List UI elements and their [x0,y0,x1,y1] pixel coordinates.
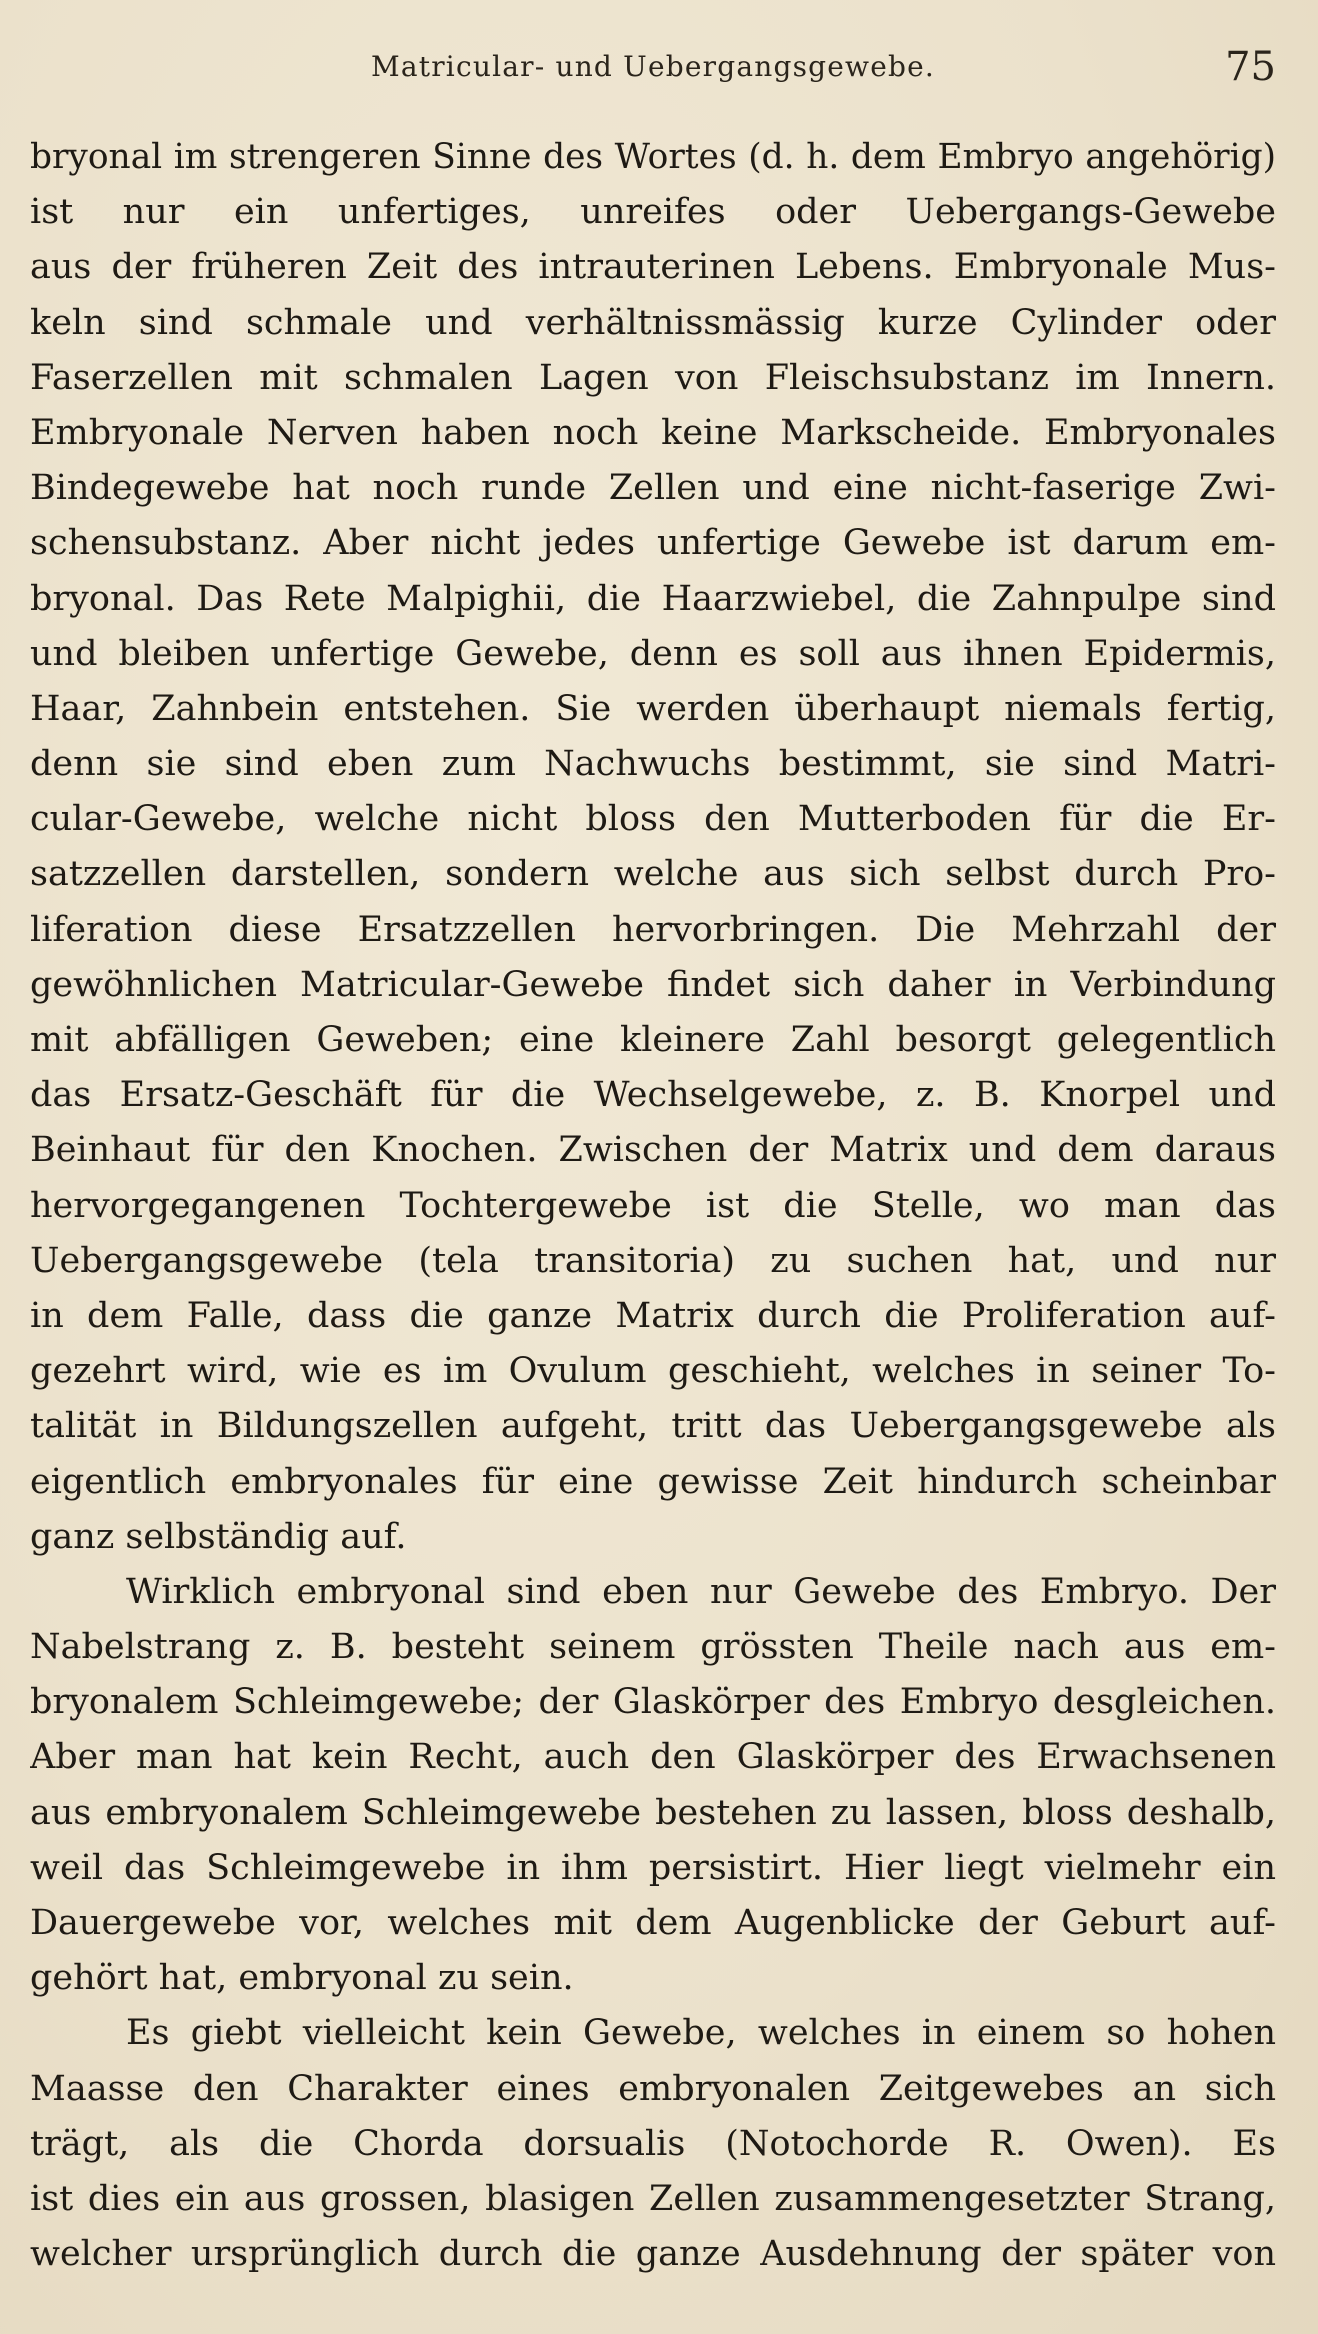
paragraph-start-line: Es giebt vielleicht kein Gewebe, welches in einem so hohen [126,2013,1276,2054]
text-line: Dauergewebe vor, welches mit dem Augenblicke der Geburt auf- [30,1903,1276,1943]
paragraph-end-line: gehört hat, embryonal zu sein. [30,1958,574,1999]
text-line: Nabelstrang z. B. besteht seinem grössten Theile nach aus em- [30,1627,1276,1668]
text-line: ist dies ein aus grossen, blasigen Zellen zusammengesetzter Strang, [30,2178,1276,2219]
text-line: in dem Falle, dass die ganze Matrix durch die Proliferation auf- [30,1295,1276,1336]
text-line: keln sind schmale und verhältnissmässig kurze Cylinder oder [30,302,1276,343]
text-line: cular-Gewebe, welche nicht bloss den Mutterboden für die Er- [30,799,1276,840]
text-line: bryonal. Das Rete Malpighii, die Haarzwiebel, die Zahnpulpe sind [30,578,1276,619]
text-line: und bleiben unfertige Gewebe, denn es soll aus ihnen Epidermis, [30,633,1276,674]
paragraph-end-line: ganz selbständig auf. [30,1516,407,1557]
text-line: Maasse den Charakter eines embryonalen Zeitgewebes an sich [30,2068,1276,2109]
text-line: gezehrt wird, wie es im Ovulum geschieht, welches in seiner To- [30,1351,1276,1392]
text-line: das Ersatz-Geschäft für die Wechselgewebe, z. B. Knorpel und [30,1075,1276,1116]
text-line: weil das Schleimgewebe in ihm persistirt. Hier liegt vielmehr ein [30,1847,1276,1888]
body-text [30,130,1276,2282]
text-line: Uebergangsgewebe (tela transitoria) zu suchen hat, und nur [30,1240,1276,1281]
text-line: liferation diese Ersatzzellen hervorbringen. Die Mehrzahl der [30,909,1276,950]
text-line: hervorgegangenen Tochtergewebe ist die Stelle, wo man das [30,1185,1276,1226]
text-line: Bindegewebe hat noch runde Zellen und eine nicht-faserige Zwi- [30,468,1276,509]
text-line: mit abfälligen Geweben; eine kleinere Zahl besorgt gelegentlich [30,1020,1276,1060]
page-number: 75 [1225,44,1276,90]
text-line: eigentlich embryonales für eine gewisse Zeit hindurch scheinbar [30,1461,1276,1502]
text-line: trägt, als die Chorda dorsualis (Notochorde R. Owen). Es [30,2123,1276,2164]
running-head [30,44,1276,94]
text-line: welcher ursprünglich durch die ganze Ausdehnung der später von [30,2234,1276,2275]
text-line: gewöhnlichen Matricular-Gewebe findet sich daher in Verbindung [30,964,1276,1005]
text-line: Faserzellen mit schmalen Lagen von Fleischsubstanz im Innern. [30,357,1276,398]
running-title: Matricular- und Uebergangsgewebe. [371,50,935,83]
text-line: bryonalem Schleimgewebe; der Glaskörper des Embryo desgleichen. [30,1682,1276,1723]
text-line: satzzellen darstellen, sondern welche aus sich selbst durch Pro- [30,854,1276,895]
text-line: ist nur ein unfertiges, unreifes oder Uebergangs-Gewebe [30,192,1276,233]
text-line: aus embryonalem Schleimgewebe bestehen zu lassen, bloss deshalb, [30,1792,1276,1833]
text-line: Aber man hat kein Recht, auch den Glaskörper des Erwachsenen [30,1737,1276,1778]
text-line: Beinhaut für den Knochen. Zwischen der Matrix und dem daraus [30,1130,1276,1171]
text-line: Haar, Zahnbein entstehen. Sie werden überhaupt niemals fertig, [30,688,1276,729]
text-line: talität in Bildungszellen aufgeht, tritt das Uebergangsgewebe als [30,1406,1276,1447]
text-line: schensubstanz. Aber nicht jedes unfertige Gewebe ist darum em- [30,523,1276,564]
text-line: bryonal im strengeren Sinne des Wortes (d. h. dem Embryo angehörig) [30,137,1276,177]
text-line: Embryonale Nerven haben noch keine Markscheide. Embryonales [30,412,1276,453]
text-line: denn sie sind eben zum Nachwuchs bestimmt, sie sind Matri- [30,744,1276,785]
paragraph-start-line: Wirklich embryonal sind eben nur Gewebe des Embryo. Der [126,1571,1276,1612]
text-line: aus der früheren Zeit des intrauterinen Lebens. Embryonale Mus- [30,247,1276,288]
